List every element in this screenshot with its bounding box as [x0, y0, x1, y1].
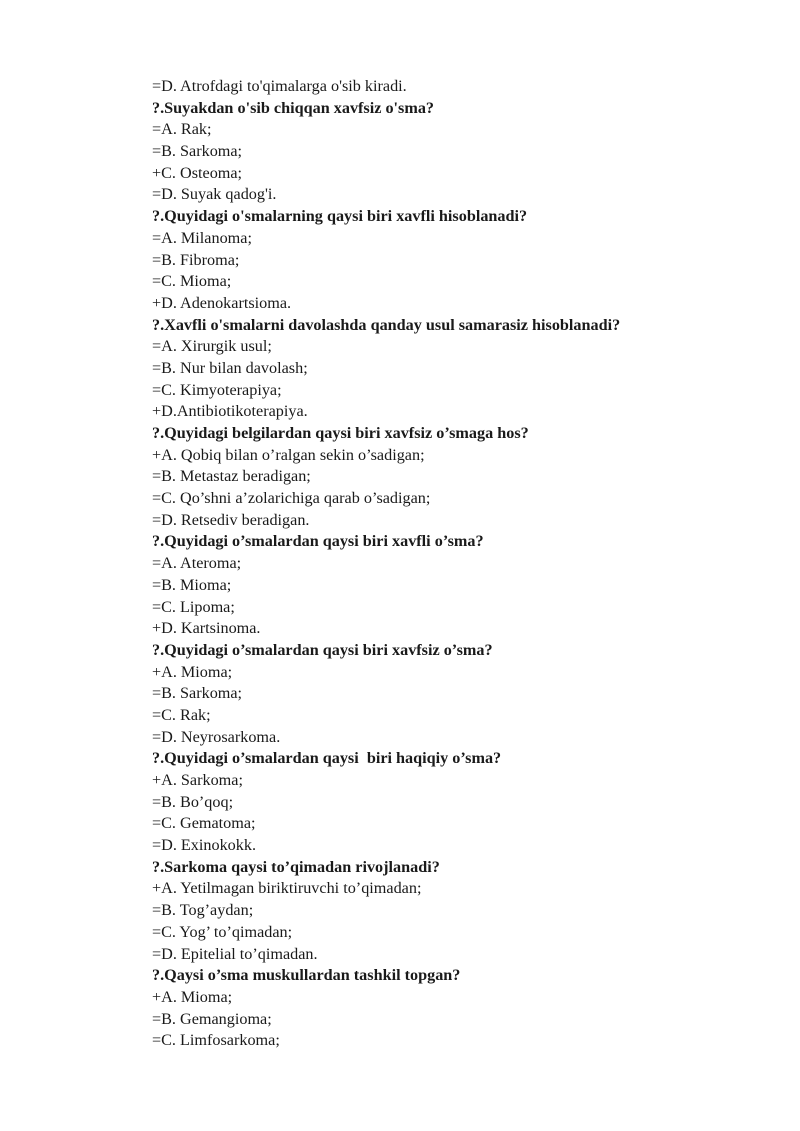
question-text: ?.Quyidagi o’smalardan qaysi biri xavfli o’sma? [152, 532, 484, 551]
question-text: ?.Qaysi o’sma muskullardan tashkil topgan? [152, 966, 461, 985]
question-text: ?.Xavfli o'smalarni davolashda qanday usul samarasiz hisoblanadi? [152, 315, 621, 334]
answer-option: =C. Gematoma; [152, 814, 256, 833]
answer-option: +A. Mioma; [152, 987, 233, 1006]
answer-option: +A. Sarkoma; [152, 771, 243, 789]
answer-option: =B. Nur bilan davolash; [152, 358, 308, 377]
answer-option: =C. Qo’shni a’zolarichiga qarab o’sadigan; [152, 489, 431, 508]
question-text: ?.Quyidagi belgilardan qaysi biri xavfsiz o’smaga hos? [152, 424, 529, 442]
answer-option: +A. Mioma; [152, 662, 233, 681]
answer-option: =B. Tog’aydan; [152, 901, 254, 920]
answer-option: =A. Ateroma; [152, 554, 242, 573]
answer-option: =D. Atrofdagi to'qimalarga o'sib kiradi. [152, 77, 407, 95]
answer-option: =D. Exinokokk. [152, 836, 257, 855]
question-text: ?.Quyidagi o’smalardan qaysi biri xavfsiz o’sma? [152, 640, 493, 659]
answer-option: =C. Lipoma; [152, 597, 235, 616]
answer-option: +D. Adenokartsioma. [152, 293, 292, 312]
quiz-text-block [152, 76, 752, 1052]
answer-option: =C. Rak; [152, 705, 211, 724]
answer-option: =B. Sarkoma; [152, 684, 243, 703]
answer-option: =C. Yog’ to’qimadan; [152, 922, 293, 941]
answer-option: =A. Rak; [152, 120, 212, 139]
answer-option: =C. Kimyoterapiya; [152, 380, 282, 399]
answer-option: +D.Antibiotikoterapiya. [152, 402, 308, 421]
answer-option: +A. Yetilmagan biriktiruvchi to’qimadan; [152, 879, 422, 898]
answer-option: =B. Gemangioma; [152, 1009, 272, 1028]
answer-option: =D. Epitelial to’qimadan. [152, 944, 318, 963]
answer-option: +A. Qobiq bilan o’ralgan sekin o’sadigan; [152, 445, 425, 464]
answer-option: =A. Milanoma; [152, 228, 252, 247]
answer-option: +C. Osteoma; [152, 163, 243, 182]
question-text: ?.Suyakdan o'sib chiqqan xavfsiz o'sma? [152, 98, 435, 117]
answer-option: =A. Xirurgik usul; [152, 337, 272, 356]
answer-option: =D. Retsediv beradigan. [152, 510, 310, 529]
answer-option: =C. Mioma; [152, 272, 232, 291]
answer-option: =B. Fibroma; [152, 250, 240, 269]
answer-option: =B. Bo’qoq; [152, 792, 234, 811]
answer-option: =B. Sarkoma; [152, 142, 243, 161]
question-text: ?.Sarkoma qaysi to’qimadan rivojlanadi? [152, 857, 440, 876]
answer-option: =D. Suyak qadog'i. [152, 185, 277, 204]
answer-option: +D. Kartsinoma. [152, 619, 261, 638]
question-text: ?.Quyidagi o’smalardan qaysi biri haqiqiy o’sma? [152, 749, 502, 768]
answer-option: =C. Limfosarkoma; [152, 1031, 280, 1050]
answer-option: =B. Mioma; [152, 575, 232, 594]
question-text: ?.Quyidagi o'smalarning qaysi biri xavfli hisoblanadi? [152, 207, 528, 226]
answer-option: =D. Neyrosarkoma. [152, 727, 281, 746]
answer-option: =B. Metastaz beradigan; [152, 467, 311, 486]
